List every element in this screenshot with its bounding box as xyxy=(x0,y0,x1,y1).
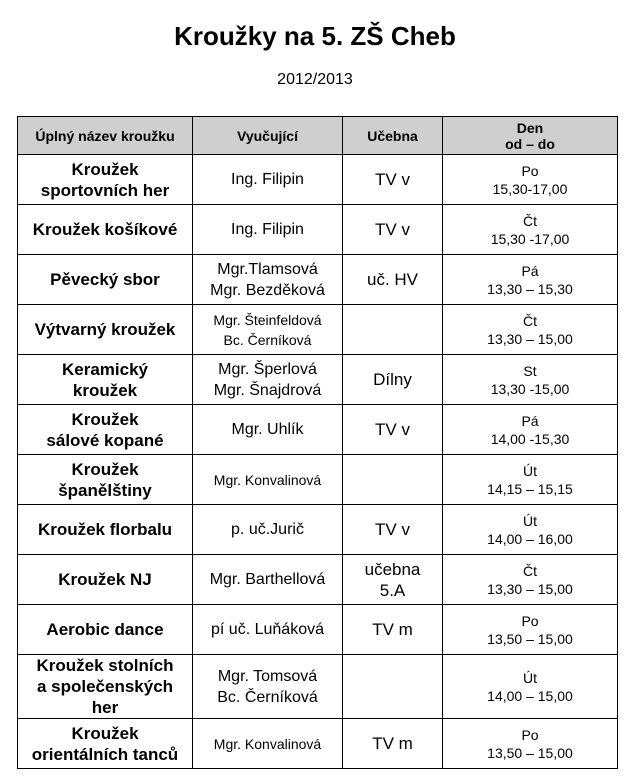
table-row xyxy=(18,455,618,505)
room-name: uč. HV xyxy=(366,270,419,289)
club-name-cell xyxy=(18,255,193,305)
table-row xyxy=(18,255,618,305)
room-cell xyxy=(343,655,443,719)
club-name: Kroužek florbalu xyxy=(37,520,173,539)
day-of-week: St xyxy=(523,362,537,379)
room-name: učebna xyxy=(364,559,421,579)
club-name-cell xyxy=(18,405,193,455)
time-range: 13,30 -15,00 xyxy=(490,380,570,397)
clubs-table xyxy=(17,116,618,769)
header-time-label: od – do xyxy=(505,135,555,152)
club-name: Kroužek xyxy=(71,159,139,179)
room-cell xyxy=(343,205,443,255)
table-row xyxy=(18,355,618,405)
club-name-cell xyxy=(18,655,193,719)
teacher-cell xyxy=(193,155,343,205)
club-name-cell xyxy=(18,505,193,555)
schedule-cell xyxy=(443,555,618,605)
teacher-cell xyxy=(193,655,343,719)
header-room: Učebna xyxy=(343,117,443,155)
club-name: Výtvarný kroužek xyxy=(34,320,176,339)
table-row xyxy=(18,555,618,605)
teacher-name: Mgr. Bezděková xyxy=(210,281,325,299)
schedule-cell xyxy=(443,719,618,769)
teacher-cell xyxy=(193,605,343,655)
day-of-week: Út xyxy=(523,462,537,479)
teacher-cell xyxy=(193,355,343,405)
teacher-cell xyxy=(193,255,343,305)
day-of-week: Pá xyxy=(521,412,539,429)
schedule-cell xyxy=(443,655,618,719)
club-name-cell xyxy=(18,455,193,505)
room-cell xyxy=(343,405,443,455)
teacher-cell xyxy=(193,305,343,355)
header-day xyxy=(443,117,618,155)
schedule-cell xyxy=(443,455,618,505)
club-name: a společenských xyxy=(36,677,174,696)
time-range: 14,00 – 16,00 xyxy=(487,530,573,547)
table-row xyxy=(18,719,618,769)
room-cell xyxy=(343,719,443,769)
schedule-cell xyxy=(443,505,618,555)
room-cell xyxy=(343,605,443,655)
club-name: Kroužek stolních xyxy=(36,656,174,675)
header-name: Úplný název kroužku xyxy=(18,117,193,155)
time-range: 14,00 -15,30 xyxy=(490,430,570,447)
time-range: 14,00 – 15,00 xyxy=(487,687,573,704)
day-of-week: Po xyxy=(521,162,539,179)
teacher-name: Bc. Černíková xyxy=(223,331,312,348)
club-name: Kroužek košíkové xyxy=(32,220,178,239)
teacher-cell xyxy=(193,455,343,505)
teacher-name: pí uč. Luňáková xyxy=(211,621,324,638)
club-name-cell xyxy=(18,155,193,205)
time-range: 13,30 – 15,30 xyxy=(487,280,573,297)
page-title: Kroužky na 5. ZŠ Cheb xyxy=(174,21,456,51)
room-cell xyxy=(343,355,443,405)
club-name: Keramický xyxy=(61,359,148,379)
room-cell xyxy=(343,255,443,305)
club-name: orientálních tanců xyxy=(31,744,179,764)
room-name: TV m xyxy=(372,620,413,639)
time-range: 13,50 – 15,00 xyxy=(487,744,573,761)
day-of-week: Út xyxy=(523,512,537,529)
club-name: španělštiny xyxy=(58,480,152,500)
teacher-name: Mgr. Konvalinová xyxy=(213,471,322,488)
club-name: Aerobic dance xyxy=(46,620,164,639)
club-name-cell xyxy=(18,605,193,655)
room-cell xyxy=(343,455,443,505)
club-name: Kroužek NJ xyxy=(58,570,152,589)
teacher-name: Mgr. Šperlová xyxy=(218,360,317,378)
school-year: 2012/2013 xyxy=(277,71,353,88)
teacher-name: Mgr. Šteinfeldová xyxy=(213,311,322,328)
table-row xyxy=(18,655,618,719)
room-name: TV v xyxy=(375,420,410,439)
table-row xyxy=(18,155,618,205)
teacher-name: p. uč.Jurič xyxy=(231,521,304,538)
room-name: 5.A xyxy=(379,580,406,600)
header-teacher: Vyučující xyxy=(193,117,343,155)
header-day-label: Den xyxy=(516,119,544,136)
day-of-week: Po xyxy=(521,612,539,629)
day-of-week: Po xyxy=(521,726,539,743)
teacher-cell xyxy=(193,719,343,769)
time-range: 14,15 – 15,15 xyxy=(487,480,573,497)
club-name: Kroužek xyxy=(71,459,139,479)
teacher-cell xyxy=(193,505,343,555)
schedule-cell xyxy=(443,255,618,305)
table-row xyxy=(18,305,618,355)
club-name-cell xyxy=(18,719,193,769)
room-name: TV v xyxy=(375,520,410,539)
teacher-name: Bc. Černíková xyxy=(217,688,318,706)
club-name: sálové kopané xyxy=(46,430,164,450)
club-name: sportovních her xyxy=(40,180,170,200)
schedule-cell xyxy=(443,605,618,655)
day-of-week: Čt xyxy=(523,312,537,329)
room-cell xyxy=(343,155,443,205)
teacher-name: Mgr.Tlamsová xyxy=(217,260,318,278)
time-range: 13,30 – 15,00 xyxy=(487,580,573,597)
table-row xyxy=(18,605,618,655)
table-row xyxy=(18,505,618,555)
room-cell xyxy=(343,305,443,355)
schedule-cell xyxy=(443,405,618,455)
table-row xyxy=(18,205,618,255)
time-range: 13,30 – 15,00 xyxy=(487,330,573,347)
teacher-name: Mgr. Tomsová xyxy=(217,667,318,685)
room-name: TV v xyxy=(375,220,410,239)
club-name-cell xyxy=(18,555,193,605)
room-name: Dílny xyxy=(373,370,412,389)
club-name-cell xyxy=(18,205,193,255)
day-of-week: Čt xyxy=(523,562,537,579)
teacher-cell xyxy=(193,205,343,255)
club-name-cell xyxy=(18,355,193,405)
schedule-cell xyxy=(443,205,618,255)
time-range: 13,50 – 15,00 xyxy=(487,630,573,647)
teacher-name: Mgr. Barthellová xyxy=(209,571,326,588)
day-of-week: Pá xyxy=(521,262,539,279)
club-name: kroužek xyxy=(72,380,138,400)
schedule-cell xyxy=(443,305,618,355)
day-of-week: Út xyxy=(523,669,537,686)
teacher-cell xyxy=(193,555,343,605)
room-cell xyxy=(343,555,443,605)
teacher-cell xyxy=(193,405,343,455)
room-name: TV v xyxy=(375,170,410,189)
club-name: Kroužek xyxy=(71,723,139,743)
teacher-name: Ing. Filipin xyxy=(231,171,304,188)
header-row xyxy=(18,117,618,155)
club-name: her xyxy=(91,698,119,717)
schedule-cell xyxy=(443,155,618,205)
teacher-name: Mgr. Uhlík xyxy=(231,421,304,438)
club-name: Kroužek xyxy=(71,409,139,429)
time-range: 15,30 -17,00 xyxy=(490,230,570,247)
teacher-name: Ing. Filipin xyxy=(231,221,304,238)
room-name: TV m xyxy=(372,734,413,753)
teacher-name: Mgr. Šnajdrová xyxy=(213,381,322,399)
time-range: 15,30-17,00 xyxy=(492,180,568,197)
room-cell xyxy=(343,505,443,555)
teacher-name: Mgr. Konvalinová xyxy=(213,735,322,752)
table-row xyxy=(18,405,618,455)
club-name: Pěvecký sbor xyxy=(50,270,160,289)
day-of-week: Čt xyxy=(523,212,537,229)
club-name-cell xyxy=(18,305,193,355)
schedule-cell xyxy=(443,355,618,405)
